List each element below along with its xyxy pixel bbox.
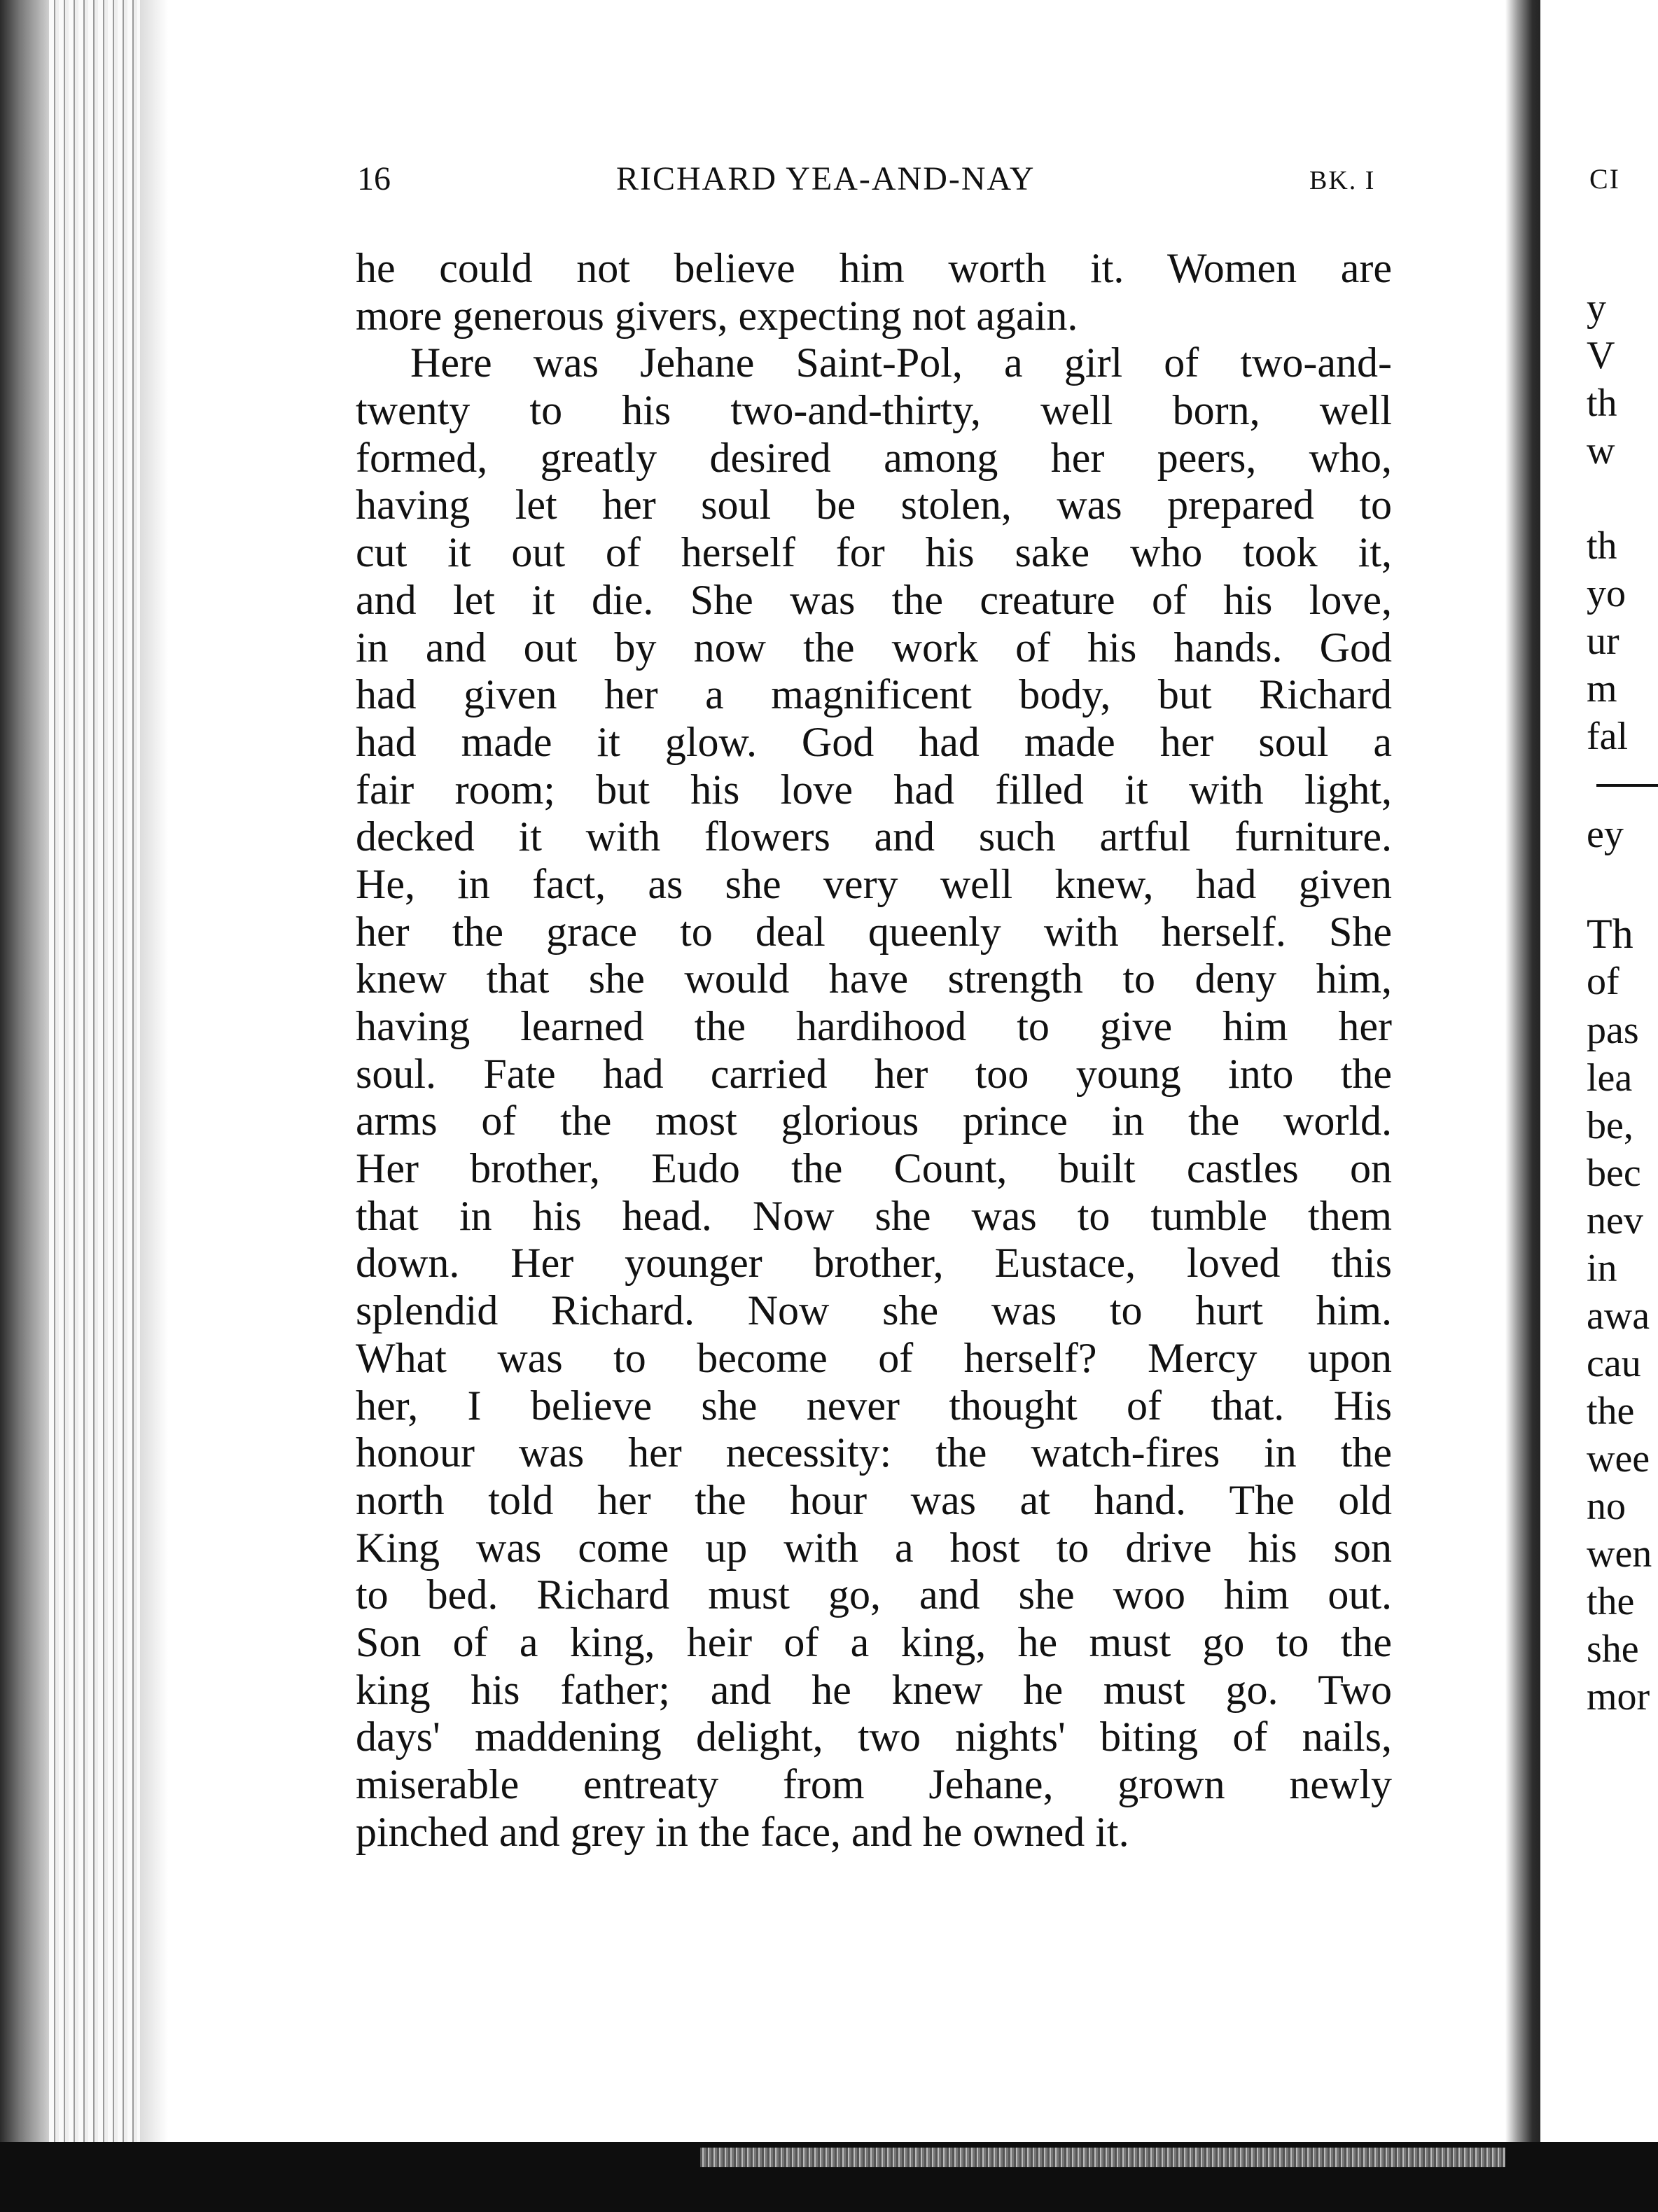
facing-page-text-fragment: Th (1587, 911, 1633, 957)
text-line: What was to become of herself? Mercy upon (356, 1334, 1392, 1381)
facing-page-text-fragment: y (1587, 286, 1606, 330)
facing-page-text-fragment: wen (1587, 1532, 1652, 1576)
facing-page-text-fragment: th (1587, 524, 1617, 568)
text-line: her, I believe she never thought of that. His (356, 1382, 1392, 1429)
page-body-text (356, 245, 1392, 1856)
facing-page-text-fragment: she (1587, 1628, 1639, 1671)
bottom-page-edges (700, 2148, 1505, 2167)
facing-page-text-fragment: V (1587, 334, 1615, 377)
page-edge-shade (140, 0, 168, 2142)
facing-page-dash (1596, 784, 1658, 787)
facing-page-text-fragment: the (1587, 1580, 1635, 1623)
text-line: formed, greatly desired among her peers, who, (356, 434, 1392, 481)
text-line: had given her a magnificent body, but Richard (356, 671, 1392, 718)
text-line: in and out by now the work of his hands. God (356, 624, 1392, 671)
facing-page-text-fragment: fal (1587, 715, 1629, 758)
facing-page-text-fragment: ur (1587, 620, 1619, 663)
text-line: miserable entreaty from Jehane, grown newly (356, 1761, 1392, 1807)
text-line: having learned the hardihood to give him her (356, 1003, 1392, 1049)
book-label: BK. I (1309, 166, 1376, 195)
text-line: twenty to his two-and-thirty, well born, well (356, 387, 1392, 434)
text-line: Her brother, Eudo the Count, built castles on (356, 1145, 1392, 1192)
facing-page-header-fragment: CI (1589, 163, 1620, 195)
text-line: having let her soul be stolen, was prepared to (356, 482, 1392, 528)
facing-page-text-fragment: ey (1587, 813, 1624, 856)
text-line: arms of the most glorious prince in the world. (356, 1098, 1392, 1144)
facing-page-text-fragment: of (1587, 960, 1619, 1003)
facing-page-text-fragment: no (1587, 1485, 1626, 1528)
text-line: and let it die. She was the creature of his love, (356, 576, 1392, 623)
page-number: 16 (357, 160, 391, 197)
facing-page-text-fragment: m (1587, 667, 1617, 710)
text-line: splendid Richard. Now she was to hurt him. (356, 1287, 1392, 1334)
text-line: king his father; and he knew he must go. Two (356, 1666, 1392, 1713)
text-line: Son of a king, heir of a king, he must go to the (356, 1618, 1392, 1665)
facing-page-text-fragment: in (1587, 1247, 1617, 1290)
text-line: knew that she would have strength to deny him, (356, 955, 1392, 1002)
facing-page-text-fragment: wee (1587, 1437, 1650, 1480)
facing-page-text-fragment: nev (1587, 1199, 1643, 1242)
running-title: RICHARD YEA-AND-NAY (616, 160, 1036, 197)
left-edge-shadow (0, 0, 49, 2142)
stacked-page-edges (49, 0, 140, 2142)
facing-page-text-fragment: awa (1587, 1294, 1650, 1338)
text-line: King was come up with a host to drive his son (356, 1524, 1392, 1571)
facing-page-text-fragment: mor (1587, 1675, 1650, 1718)
text-line: north told her the hour was at hand. The old (356, 1476, 1392, 1523)
facing-page-text-fragment: lea (1587, 1056, 1633, 1100)
text-line: her the grace to deal queenly with herself. She (356, 908, 1392, 955)
facing-page-text-fragment: w (1587, 429, 1615, 472)
text-line: soul. Fate had carried her too young into the (356, 1050, 1392, 1097)
text-line: days' maddening delight, two nights' biting of nails, (356, 1714, 1392, 1760)
text-line: decked it with flowers and such artful furniture. (356, 813, 1392, 860)
text-line: honour was her necessity: the watch-fires in the (356, 1429, 1392, 1476)
text-line: to bed. Richard must go, and she woo him out. (356, 1572, 1392, 1618)
text-line: more generous givers, expecting not again. (356, 292, 1078, 339)
facing-page-text-fragment: th (1587, 382, 1617, 425)
facing-page-text-fragment: cau (1587, 1342, 1641, 1385)
facing-page-text-fragment: the (1587, 1390, 1635, 1433)
facing-page-text-fragment: pas (1587, 1009, 1639, 1052)
facing-page-text-fragment: yo (1587, 572, 1626, 615)
facing-page-text-fragment: bec (1587, 1152, 1641, 1195)
text-line: that in his head. Now she was to tumble them (356, 1192, 1392, 1239)
text-line: had made it glow. God had made her soul a (356, 718, 1392, 765)
text-line: fair room; but his love had filled it with light, (356, 766, 1392, 813)
text-line: pinched and grey in the face, and he owned it. (356, 1808, 1129, 1855)
facing-page-text-fragment: be, (1587, 1104, 1633, 1147)
text-line: cut it out of herself for his sake who took it, (356, 529, 1392, 576)
facing-page (1540, 0, 1658, 2142)
text-line: he could not believe him worth it. Women are (356, 245, 1392, 291)
text-line: Here was Jehane Saint-Pol, a girl of two-and- (410, 340, 1392, 386)
text-line: He, in fact, as she very well knew, had given (356, 860, 1392, 907)
text-line: down. Her younger brother, Eustace, loved this (356, 1240, 1392, 1287)
